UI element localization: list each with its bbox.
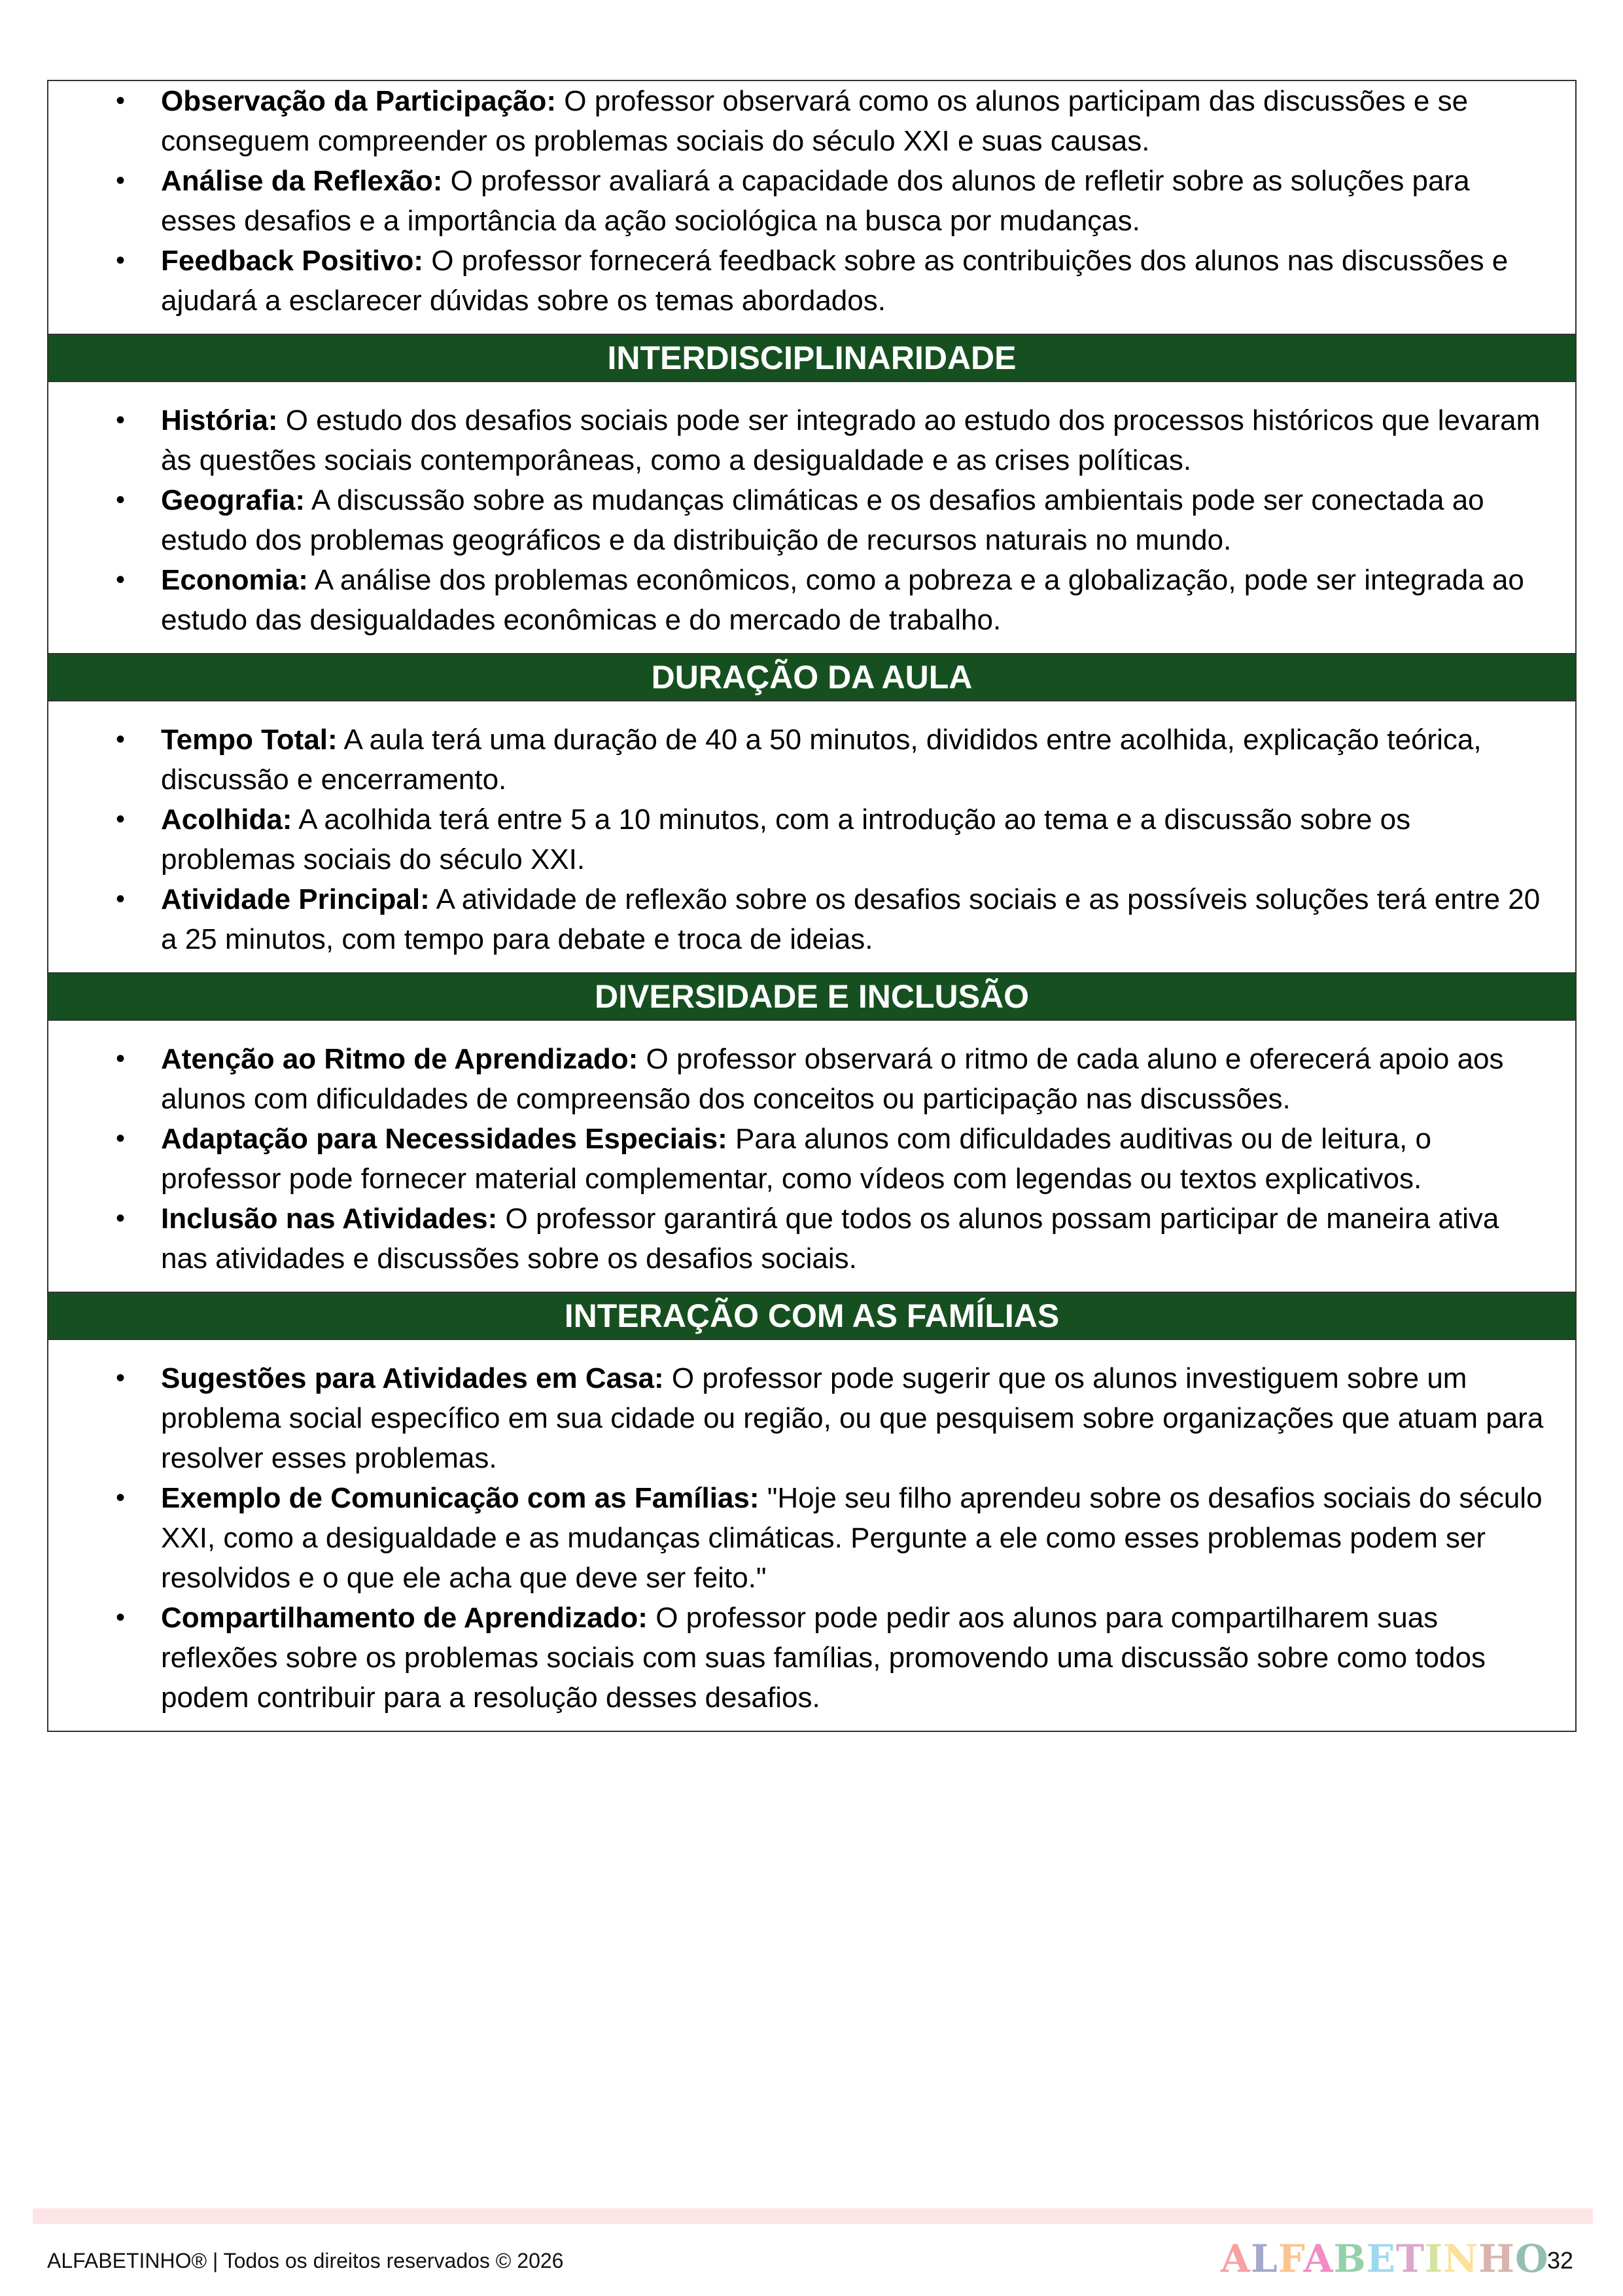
- list-item: [48, 720, 1562, 800]
- logo-letter: L: [1251, 2236, 1278, 2281]
- logo-letter: E: [1366, 2236, 1396, 2281]
- bullet-icon: •: [116, 246, 126, 275]
- bullet-icon: •: [116, 406, 126, 434]
- bullet-icon: •: [116, 486, 126, 514]
- section-header-familias: INTERAÇÃO COM AS FAMÍLIAS: [48, 1292, 1575, 1340]
- bullet-icon: •: [116, 1364, 126, 1392]
- bullet-list: [48, 720, 1562, 959]
- item-term: História:: [161, 404, 278, 436]
- item-text: O professor fornecerá feedback sobre as contribuições dos alunos nas discussões e ajudará a esclarecer dúvidas sobre os temas abordados.: [161, 245, 1509, 317]
- section-interdisciplinaridade: [48, 382, 1575, 653]
- logo-letter: O: [1514, 2236, 1549, 2281]
- list-item: [48, 800, 1562, 879]
- item-term: Sugestões para Atividades em Casa:: [161, 1362, 664, 1394]
- lesson-plan-table: [47, 80, 1577, 1732]
- item-term: Atividade Principal:: [161, 883, 430, 915]
- list-item: [48, 560, 1562, 640]
- item-term: Geografia:: [161, 484, 305, 516]
- item-text: A análise dos problemas econômicos, como a pobreza e a globalização, pode ser integrada ao estudo das desigualdades econômicas e do mercado de trabalho.: [161, 564, 1524, 636]
- item-text: O professor observará como os alunos participam das discussões e se conseguem compreender os problemas sociais do século XXI e suas causas.: [161, 85, 1469, 157]
- bullet-icon: •: [116, 805, 126, 834]
- bullet-list: [48, 1039, 1562, 1279]
- logo-letter: I: [1425, 2236, 1444, 2281]
- item-term: Observação da Participação:: [161, 85, 557, 117]
- item-term: Economia:: [161, 564, 308, 596]
- item-text: O estudo dos desafios sociais pode ser integrado ao estudo dos processos históricos que levaram às questões sociais contemporâneas, como a desigualdade e as crises políticas.: [161, 404, 1541, 476]
- list-item: [48, 241, 1562, 321]
- logo-letter: F: [1278, 2236, 1304, 2281]
- item-term: Feedback Positivo:: [161, 245, 424, 277]
- item-term: Acolhida:: [161, 804, 292, 836]
- bullet-icon: •: [116, 1044, 126, 1073]
- item-term: Atenção ao Ritmo de Aprendizado:: [161, 1043, 638, 1075]
- list-item: [48, 1358, 1562, 1478]
- section-header-diversidade: DIVERSIDADE E INCLUSÃO: [48, 972, 1575, 1021]
- list-item: [48, 161, 1562, 241]
- logo-letter: A: [1303, 2236, 1334, 2281]
- list-item: [48, 1199, 1562, 1279]
- list-item: [48, 1119, 1562, 1199]
- item-text: Para alunos com dificuldades auditivas ou de leitura, o professor pode fornecer material complementar, como vídeos com legendas ou textos explicativos.: [161, 1123, 1431, 1195]
- logo-letter: B: [1333, 2236, 1367, 2281]
- item-text: O professor observará o ritmo de cada aluno e oferecerá apoio aos alunos com dificuldades de compreensão dos conceitos ou participação nas discussões.: [161, 1043, 1504, 1115]
- footer-decorative-band: [33, 2208, 1593, 2224]
- bullet-icon: •: [116, 565, 126, 594]
- bullet-icon: •: [116, 885, 126, 913]
- bullet-icon: •: [116, 725, 126, 754]
- logo-letter: T: [1395, 2236, 1425, 2281]
- logo-letter: H: [1478, 2236, 1515, 2281]
- list-item: [48, 480, 1562, 560]
- logo-letter: N: [1443, 2236, 1479, 2281]
- bullet-list: [48, 400, 1562, 640]
- section-avaliacao: [48, 81, 1575, 334]
- bullet-icon: •: [116, 1483, 126, 1512]
- list-item: [48, 1478, 1562, 1598]
- brand-logo: [1221, 2236, 1549, 2281]
- section-diversidade: [48, 1021, 1575, 1292]
- item-text: A atividade de reflexão sobre os desafios sociais e as possíveis soluções terá entre 20 a 25 minutos, com tempo para debate e troca de ideias.: [161, 883, 1541, 955]
- section-familias: [48, 1340, 1575, 1731]
- page-number: 32: [1547, 2247, 1574, 2274]
- bullet-icon: •: [116, 1124, 126, 1153]
- logo-letter: A: [1221, 2236, 1251, 2281]
- item-text: "Hoje seu filho aprendeu sobre os desafios sociais do século XXI, como a desigualdade e as mudanças climáticas. Pergunte a ele como esses problemas podem ser resolvidos e o que ele acha que deve ser feito.": [161, 1482, 1543, 1594]
- item-text: A acolhida terá entre 5 a 10 minutos, com a introdução ao tema e a discussão sobre os problemas sociais do século XXI.: [161, 804, 1411, 875]
- footer-copyright: ALFABETINHO® | Todos os direitos reservados © 2026: [47, 2249, 564, 2272]
- bullet-list: [48, 1358, 1562, 1718]
- item-term: Inclusão nas Atividades:: [161, 1203, 498, 1235]
- bullet-icon: •: [116, 1204, 126, 1233]
- bullet-icon: •: [116, 166, 126, 195]
- item-text: A discussão sobre as mudanças climáticas e os desafios ambientais pode ser conectada ao estudo dos problemas geográficos e da distribuição de recursos naturais no mundo.: [161, 484, 1484, 556]
- item-term: Adaptação para Necessidades Especiais:: [161, 1123, 727, 1155]
- list-item: [48, 879, 1562, 959]
- item-text: O professor pode pedir aos alunos para compartilharem suas reflexões sobre os problemas sociais com suas famílias, promovendo uma discussão sobre como todos podem contribuir para a resolução desses desafios.: [161, 1602, 1486, 1714]
- item-text: O professor avaliará a capacidade dos alunos de refletir sobre as soluções para esses desafios e a importância da ação sociológica na busca por mudanças.: [161, 165, 1470, 237]
- bullet-icon: •: [116, 86, 126, 115]
- item-text: O professor pode sugerir que os alunos investiguem sobre um problema social específico em sua cidade ou região, ou que pesquisem sobre organizações que atuam para resolver esses problemas.: [161, 1362, 1544, 1474]
- list-item: [48, 81, 1562, 161]
- item-term: Exemplo de Comunicação com as Famílias:: [161, 1482, 759, 1514]
- item-term: Tempo Total:: [161, 724, 338, 756]
- item-text: A aula terá uma duração de 40 a 50 minutos, divididos entre acolhida, explicação teórica, discussão e encerramento.: [161, 724, 1482, 796]
- list-item: [48, 400, 1562, 480]
- item-term: Compartilhamento de Aprendizado:: [161, 1602, 648, 1634]
- list-item: [48, 1039, 1562, 1119]
- bullet-icon: •: [116, 1603, 126, 1632]
- section-header-interdisciplinaridade: INTERDISCIPLINARIDADE: [48, 334, 1575, 382]
- section-duracao: [48, 701, 1575, 972]
- list-item: [48, 1598, 1562, 1718]
- item-text: O professor garantirá que todos os alunos possam participar de maneira ativa nas atividades e discussões sobre os desafios sociais.: [161, 1203, 1499, 1275]
- bullet-list: [48, 81, 1562, 321]
- section-header-duracao: DURAÇÃO DA AULA: [48, 653, 1575, 701]
- item-term: Análise da Reflexão:: [161, 165, 443, 197]
